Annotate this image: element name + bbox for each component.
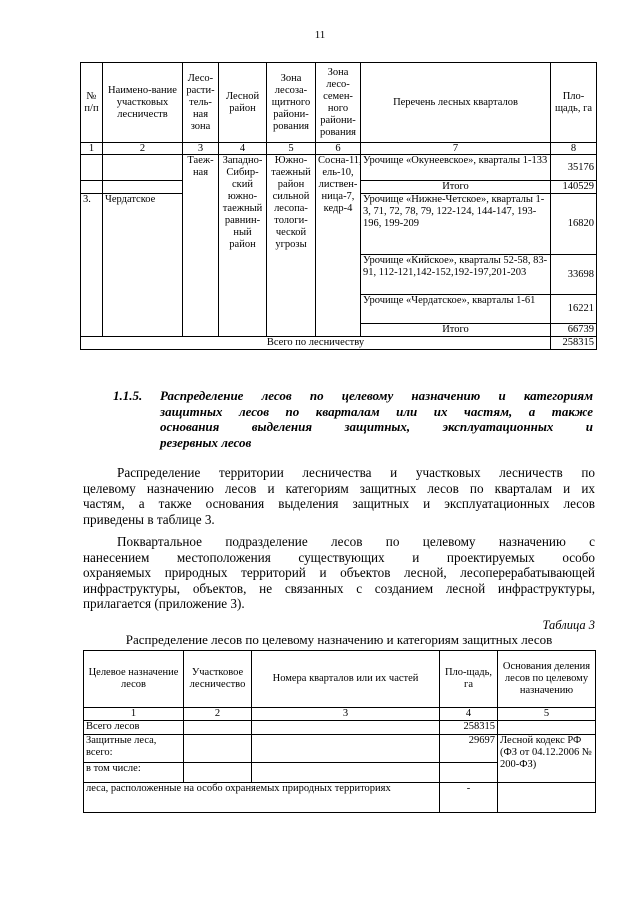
- col-header: Лесной район: [219, 63, 267, 143]
- col-header: № п/п: [81, 63, 103, 143]
- forestry-table: [80, 62, 597, 350]
- area-cell: 33698: [551, 255, 597, 295]
- purpose-cell: Защитные леса, всего:: [84, 735, 184, 763]
- table-header-row: [84, 651, 596, 708]
- col-header: Целевое назначение лесов: [84, 651, 184, 708]
- col-number: 5: [498, 708, 596, 721]
- col-header: Лесо-расти-тель-ная зона: [183, 63, 219, 143]
- area-cell: 16221: [551, 295, 597, 324]
- col-number: 5: [267, 143, 316, 155]
- section-title-line: основания выделения защитных, эксплуатационных и: [160, 419, 593, 434]
- paragraph-1: [83, 465, 595, 527]
- purpose-cell: в том числе:: [84, 763, 184, 783]
- table-row: [84, 735, 596, 763]
- section-title-line: защитных лесов по кварталам или их частям, а также: [160, 403, 593, 419]
- section-title-line: Распределение лесов по целевому назначению и категориям: [160, 388, 593, 403]
- protection-zone: Южно-таежный район сильной лесопа-тологи-ческой угрозы: [267, 155, 316, 337]
- col-header: Наимено-вание участковых лесничеств: [103, 63, 183, 143]
- col-number: 3: [252, 708, 440, 721]
- table-row: [84, 721, 596, 735]
- table-header-row: [81, 63, 597, 143]
- col-number: 8: [551, 143, 597, 155]
- purpose-table: [83, 650, 596, 813]
- table-caption: Распределение лесов по целевому назначению и категориям защитных лесов: [125, 632, 553, 647]
- tract-cell: Урочище «Окунеевское», кварталы 1-133: [361, 155, 551, 181]
- col-number: 6: [316, 143, 361, 155]
- section-number: 1.1.5.: [113, 388, 143, 403]
- text-line: нанесением местоположения существующих и проектируемых особо: [83, 549, 595, 565]
- column-numbers-row: [84, 708, 596, 721]
- purpose-cell: Всего лесов: [84, 721, 184, 735]
- col-header: Пло-щадь, га: [551, 63, 597, 143]
- total-area: 66739: [551, 324, 597, 337]
- grand-total-row: [81, 337, 597, 350]
- col-header: Основания деления лесов по целевому назначению: [498, 651, 596, 708]
- area-cell: 16820: [551, 194, 597, 255]
- col-number: 2: [184, 708, 252, 721]
- forestry-number: 3.: [81, 194, 103, 337]
- col-number: 4: [440, 708, 498, 721]
- col-number: 7: [361, 143, 551, 155]
- column-numbers-row: [81, 143, 597, 155]
- section-title-line: резервных лесов: [160, 434, 252, 450]
- table-row: [81, 155, 597, 181]
- grand-total-area: 258315: [551, 337, 597, 350]
- tract-cell: Урочище «Нижне-Четское», кварталы 1-3, 71, 72, 78, 79, 122-124, 144-147, 193-196, 199-209: [361, 194, 551, 255]
- purpose-cell: леса, расположенные на особо охраняемых природных территориях: [84, 783, 440, 813]
- text-line: Поквартальное подразделение лесов по целевому назначению с: [117, 534, 595, 549]
- area-cell: 29697: [440, 735, 498, 763]
- col-header: Пло-щадь, га: [440, 651, 498, 708]
- text-line: частям, а также основания выделения защитных и эксплуатационных лесов: [83, 496, 595, 512]
- total-area: 140529: [551, 181, 597, 194]
- table-label: Таблица 3: [542, 618, 595, 632]
- col-header: Зона лесо-семен-ного райони-рования: [316, 63, 361, 143]
- forestry-name: Чердатское: [103, 194, 183, 337]
- table-row: [84, 783, 596, 813]
- col-number: 1: [84, 708, 184, 721]
- section-heading: [113, 388, 593, 450]
- col-number: 3: [183, 143, 219, 155]
- area-cell: 35176: [551, 155, 597, 181]
- col-number: 2: [103, 143, 183, 155]
- col-header: Участковое лесничество: [184, 651, 252, 708]
- text-line: приведены в таблице 3.: [83, 511, 215, 527]
- text-line: Распределение территории лесничества и участковых лесничеств по: [117, 465, 595, 480]
- col-number: 4: [219, 143, 267, 155]
- forest-zone: Таеж-ная: [183, 155, 219, 337]
- page-number: 11: [314, 29, 326, 41]
- total-label: Итого: [361, 324, 551, 337]
- text-line: целевому назначению лесов и категориям защитных лесов по кварталам и их: [83, 480, 595, 496]
- forest-region: Западно-Сибир-ский южно-таежный равнин-ный район: [219, 155, 267, 337]
- text-line: прилагается (приложение 3).: [83, 596, 245, 612]
- basis-cell: Лесной кодекс РФ (ФЗ от 04.12.2006 № 200-ФЗ): [498, 735, 596, 783]
- col-header: Перечень лесных кварталов: [361, 63, 551, 143]
- text-line: инфраструктуры, объектов, не связанных с созданием лесной инфраструктуры,: [83, 580, 595, 596]
- col-header: Номера кварталов или их частей: [252, 651, 440, 708]
- col-header: Зона лесоза-щитного райони-рования: [267, 63, 316, 143]
- tract-cell: Урочище «Кийское», кварталы 52-58, 83-91, 112-121,142-152,192-197,201-203: [361, 255, 551, 295]
- paragraph-2: [83, 534, 595, 612]
- area-cell: 258315: [440, 721, 498, 735]
- text-line: охраняемых природных территорий и объектов лесной, лесоперерабатывающей: [83, 565, 595, 581]
- grand-total-label: Всего по лесничеству: [81, 337, 551, 350]
- seed-zone: Сосна-11, ель-10, листвен-ница-7, кедр-4: [316, 155, 361, 337]
- area-cell: -: [440, 783, 498, 813]
- tract-cell: Урочище «Чердатское», кварталы 1-61: [361, 295, 551, 324]
- col-number: 1: [81, 143, 103, 155]
- total-label: Итого: [361, 181, 551, 194]
